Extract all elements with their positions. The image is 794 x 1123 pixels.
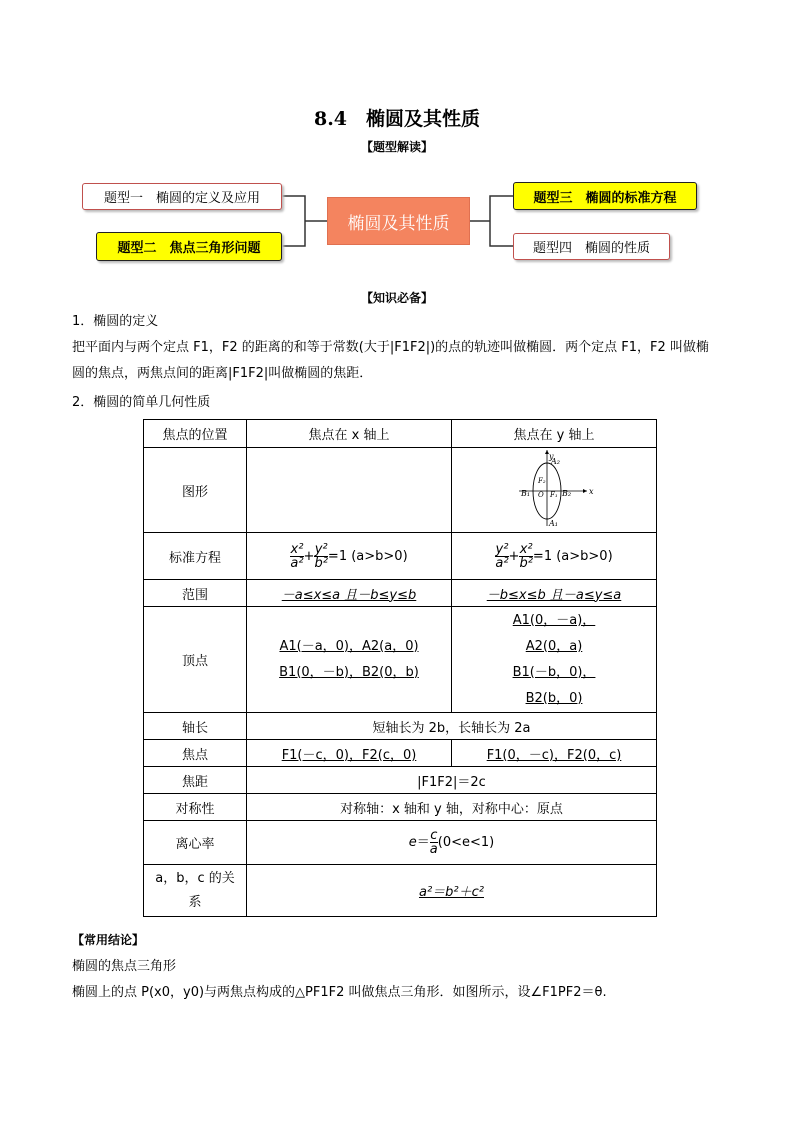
vertex-y-4: B2(b，0): [525, 690, 583, 706]
mindmap-center: 椭圆及其性质: [327, 197, 470, 245]
svg-text:B₁: B₁: [521, 489, 531, 498]
equation-x: $\frac{\text{x²}}{\text{a²}}$ + $\frac{\text{y²}}{\text{b²}}$ =1 (a>b>0): [247, 533, 452, 580]
focus-x: F1(－c，0)，F2(c，0): [281, 747, 417, 763]
relation-label-2: 系: [188, 894, 202, 910]
svg-text:x: x: [589, 487, 594, 496]
properties-heading: 2．椭圆的简单几何性质: [72, 395, 211, 410]
frac-y2-b2: $\frac{\text{y²}}{\text{b²}}$: [314, 541, 328, 571]
definition-line-2: 圆的焦点，两焦点间的距离|F1F2|叫做椭圆的焦距．: [72, 366, 373, 381]
relation: a²＝b²＋c²: [418, 885, 484, 900]
graph-x-cell: [247, 448, 452, 533]
axis-length: 短轴长为 2b，长轴长为 2a: [247, 713, 657, 740]
svg-text:B₂: B₂: [562, 489, 572, 498]
range-x: －a≤x≤a 且－b≤y≤b: [281, 587, 417, 603]
row-symmetry-label: 对称性: [144, 794, 247, 821]
eccentricity-range: (0<e<1): [437, 835, 495, 850]
svg-text:A₂: A₂: [551, 457, 560, 466]
definition-heading: 1．椭圆的定义: [72, 314, 159, 329]
row-relation-label: [144, 865, 247, 917]
relation-label-1: a，b，c 的关: [155, 870, 235, 886]
focal-distance: |F1F2|＝2c: [247, 767, 657, 794]
ellipse-y-figure: [509, 448, 599, 528]
section-knowledge: 【知识必备】: [360, 291, 433, 305]
focal-triangle-text: 椭圆上的点 P(x0，y0)与两焦点构成的△PF1F2 叫做焦点三角形．如图所示，设∠F1PF2＝θ.: [72, 985, 607, 1000]
frac-c-a: $\frac{c}{a}$: [429, 828, 438, 857]
equation-x-cond: (a>b>0): [351, 548, 408, 564]
definition-line-1: 把平面内与两个定点 F1，F2 的距离的和等于常数(大于|F1F2|)的点的轨迹叫做椭圆．两个定点 F1，F2 叫做椭: [72, 340, 709, 355]
row-graph-label: 图形: [144, 448, 247, 533]
th-x-axis: 焦点在 x 轴上: [247, 420, 452, 448]
svg-text:F₂: F₂: [538, 477, 546, 485]
eccentricity: e＝ $\frac{c}{a}$ (0<e<1): [247, 821, 657, 865]
row-eccentricity-label: 离心率: [144, 821, 247, 865]
properties-table: [143, 419, 657, 917]
vertex-y-3: B1(－b，0)，: [512, 664, 596, 680]
row-axis-label: 轴长: [144, 713, 247, 740]
focus-y: F1(0，－c)，F2(0，c): [486, 747, 622, 763]
row-focal-label: 焦距: [144, 767, 247, 794]
row-focus-label: 焦点: [144, 740, 247, 767]
page-title: 8.4 椭圆及其性质: [313, 108, 481, 130]
symmetry: 对称轴：x 轴和 y 轴，对称中心：原点: [247, 794, 657, 821]
vertex-x-1: A1(－a，0)，A2(a，0): [279, 638, 419, 654]
mindmap-type-4: 题型四 椭圆的性质: [513, 233, 670, 260]
vertex-x-2: B1(0，－b)，B2(0，b): [279, 664, 419, 680]
row-vertex-label: 顶点: [144, 607, 247, 713]
svg-text:A₁: A₁: [549, 519, 558, 528]
mindmap-type-3: 题型三 椭圆的标准方程: [513, 182, 697, 210]
vertex-y-2: A2(0，a): [525, 638, 583, 654]
equation-y-cond: (a>b>0): [556, 548, 613, 564]
th-y-axis: 焦点在 y 轴上: [452, 420, 657, 448]
section-common: 【常用结论】: [72, 933, 145, 947]
equation-y: $\frac{\text{y²}}{\text{a²}}$ + $\frac{\text{x²}}{\text{b²}}$ =1 (a>b>0): [452, 533, 657, 580]
svg-text:y: y: [549, 452, 554, 461]
section-question-types: 【题型解读】: [360, 140, 433, 154]
focal-triangle-heading: 椭圆的焦点三角形: [72, 959, 177, 974]
frac-y2-a2: $\frac{\text{y²}}{\text{a²}}$: [495, 541, 509, 571]
svg-text:F₁: F₁: [550, 491, 558, 499]
th-focus-position: 焦点的位置: [144, 420, 247, 448]
row-equation-label: 标准方程: [144, 533, 247, 580]
frac-x2-b2: $\frac{\text{x²}}{\text{b²}}$: [519, 541, 533, 571]
frac-x2-a2: $\frac{\text{x²}}{\text{a²}}$: [290, 541, 304, 571]
svg-text:O: O: [538, 491, 544, 499]
vertex-y-1: A1(0，－a)，: [512, 612, 596, 628]
graph-y-cell: [452, 448, 657, 533]
mindmap-type-1: 题型一 椭圆的定义及应用: [82, 183, 282, 210]
range-y: －b≤x≤b 且－a≤y≤a: [486, 587, 622, 603]
row-range-label: 范围: [144, 580, 247, 607]
mindmap-type-2: 题型二 焦点三角形问题: [96, 232, 282, 261]
